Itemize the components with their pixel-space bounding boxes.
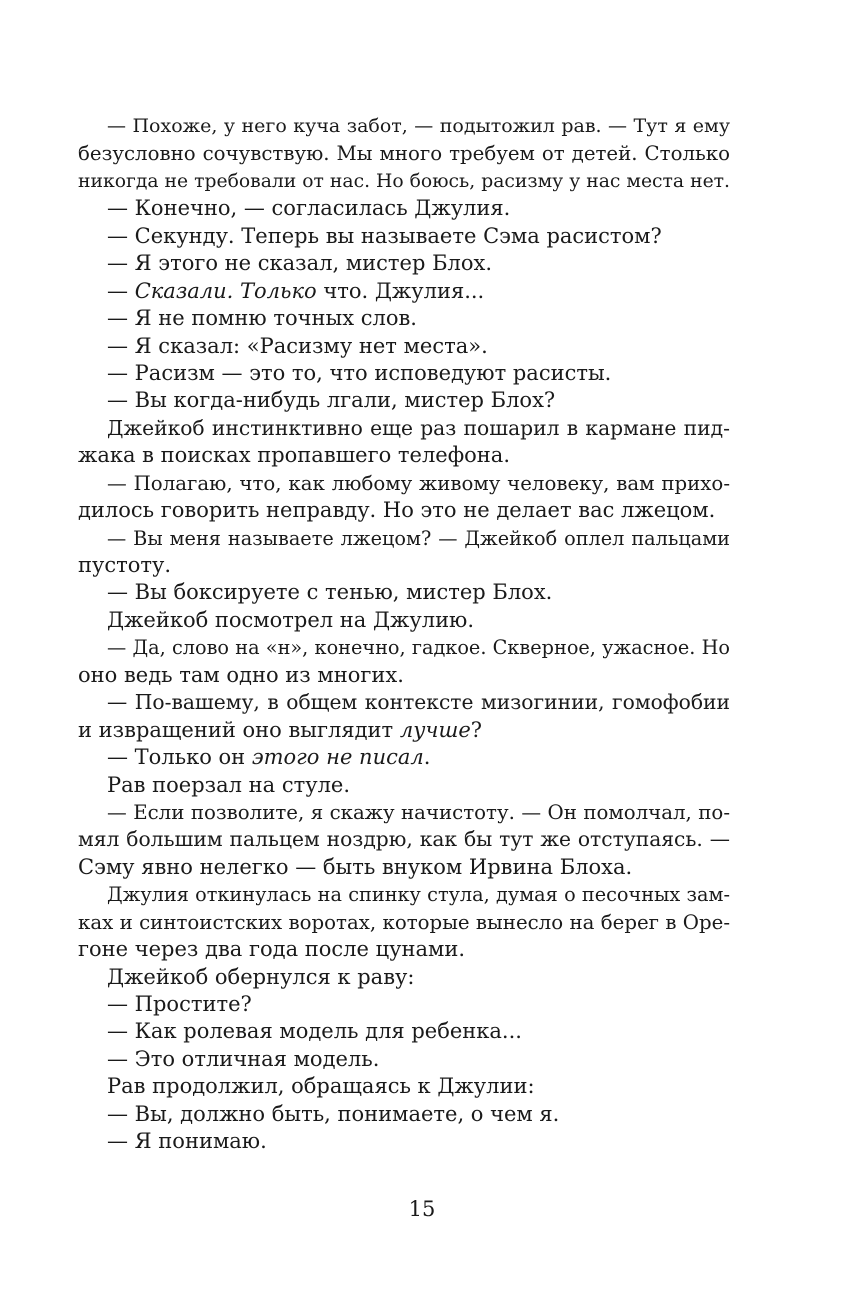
- text-segment: —: [107, 278, 135, 303]
- text-line: [78, 497, 730, 524]
- text-segment: — Я не помню точных слов.: [107, 306, 417, 331]
- text-line: [78, 717, 730, 744]
- text-segment: Рав поерзал на стуле.: [107, 772, 351, 797]
- text-line: [78, 415, 730, 442]
- text-line: [78, 744, 730, 771]
- text-segment: — Это отличная модель.: [107, 1046, 380, 1071]
- text-line: [78, 305, 730, 332]
- text-segment: дилось говорить неправду. Но это не делает вас лжецом.: [78, 498, 716, 523]
- text-line: [78, 360, 730, 387]
- text-line: [78, 634, 730, 661]
- italic-text: лучше: [399, 717, 471, 742]
- text-line: [78, 140, 730, 167]
- text-line: [78, 662, 730, 689]
- text-segment: — Расизм — это то, что исповедуют расисты.: [107, 360, 612, 385]
- text-line: [78, 936, 730, 963]
- text-line: [78, 1101, 730, 1128]
- text-segment: пустоту.: [78, 553, 172, 577]
- text-line: [78, 1046, 730, 1073]
- text-line: [78, 579, 730, 606]
- text-segment: Джейкоб обернулся к раву:: [107, 964, 415, 989]
- text-segment: ?: [470, 717, 483, 742]
- text-segment: и извращений оно выглядит: [78, 717, 400, 742]
- text-segment: — Я сказал: «Расизму нет места».: [107, 333, 488, 358]
- text-segment: — Я понимаю.: [107, 1129, 267, 1154]
- text-segment: Рав продолжил, обращаясь к Джулии:: [107, 1074, 535, 1099]
- text-segment: что. Джулия...: [316, 278, 485, 303]
- text-segment: мял большим пальцем ноздрю, как бы тут же отступаясь. —: [78, 827, 730, 852]
- text-line: [78, 113, 730, 140]
- text-line: [78, 607, 730, 634]
- text-line: [78, 387, 730, 414]
- text-line: [78, 689, 730, 716]
- text-line: [78, 333, 730, 360]
- text-line: [78, 799, 730, 826]
- text-line: [78, 909, 730, 936]
- text-segment: — Как ролевая модель для ребенка...: [107, 1019, 522, 1044]
- text-line: [78, 1128, 730, 1155]
- text-line: [78, 250, 730, 277]
- text-segment: Сэму явно нелегко — быть внуком Ирвина Блоха.: [78, 854, 633, 879]
- text-line: [78, 223, 730, 250]
- text-segment: — Только он: [107, 745, 252, 770]
- text-line: [78, 964, 730, 991]
- text-segment: — Конечно, — согласилась Джулия.: [107, 196, 511, 221]
- text-line: [78, 854, 730, 881]
- text-segment: Джулия откинулась на спинку стула, думая о песочных зам-: [107, 883, 730, 907]
- text-segment: — Вы когда-нибудь лгали, мистер Блох?: [107, 388, 556, 413]
- text-segment: — По-вашему, в общем контексте мизогинии, гомофобии: [107, 690, 730, 715]
- text-segment: оно ведь там одно из многих.: [78, 662, 404, 687]
- text-segment: — Секунду. Теперь вы называете Сэма расистом?: [107, 223, 662, 248]
- text-line: [78, 772, 730, 799]
- text-segment: — Да, слово на «н», конечно, гадкое. Скверное, ужасное. Но: [107, 636, 730, 660]
- text-segment: ках и синтоистских воротах, которые вынесло на берег в Оре-: [78, 910, 730, 934]
- italic-text: Сказали. Только: [134, 278, 317, 303]
- text-segment: — Я этого не сказал, мистер Блох.: [107, 251, 493, 276]
- text-line: [78, 470, 730, 497]
- text-line: [78, 525, 730, 552]
- text-line: [78, 442, 730, 469]
- text-segment: гоне через два года после цунами.: [78, 937, 466, 962]
- text-segment: — Похоже, у него куча забот, — подытожил рав. — Тут я ему: [107, 115, 730, 137]
- text-segment: — Вы, должно быть, понимаете, о чем я.: [107, 1101, 560, 1126]
- page-number: 15: [408, 1197, 436, 1221]
- text-line: [78, 1018, 730, 1045]
- text-segment: — Если позволите, я скажу начистоту. — Он помолчал, по-: [107, 800, 730, 824]
- text-segment: .: [423, 745, 431, 770]
- text-line: [78, 168, 730, 195]
- text-line: [78, 1073, 730, 1100]
- italic-text: этого не писал: [251, 745, 424, 770]
- text-line: [78, 278, 730, 305]
- text-segment: Джейкоб инстинктивно еще раз пошарил в кармане пид-: [107, 415, 730, 440]
- text-segment: — Простите?: [107, 992, 252, 1016]
- text-line: [78, 552, 730, 579]
- text-line: [78, 881, 730, 908]
- text-segment: Джейкоб посмотрел на Джулию.: [107, 607, 475, 632]
- text-segment: безусловно сочувствую. Мы много требуем от детей. Столько: [78, 142, 730, 166]
- text-line: [78, 195, 730, 222]
- text-segment: жака в поисках пропавшего телефона.: [78, 443, 510, 468]
- text-line: [78, 826, 730, 853]
- text-segment: — Вы меня называете лжецом? — Джейкоб оплел пальцами: [107, 526, 730, 550]
- text-segment: никогда не требовали от нас. Но боюсь, расизму у нас места нет.: [78, 170, 730, 192]
- text-segment: — Вы боксируете с тенью, мистер Блох.: [107, 580, 553, 605]
- book-page-text: [78, 113, 730, 1156]
- text-segment: — Полагаю, что, как любому живому человеку, вам прихо-: [107, 471, 730, 495]
- text-line: [78, 991, 730, 1018]
